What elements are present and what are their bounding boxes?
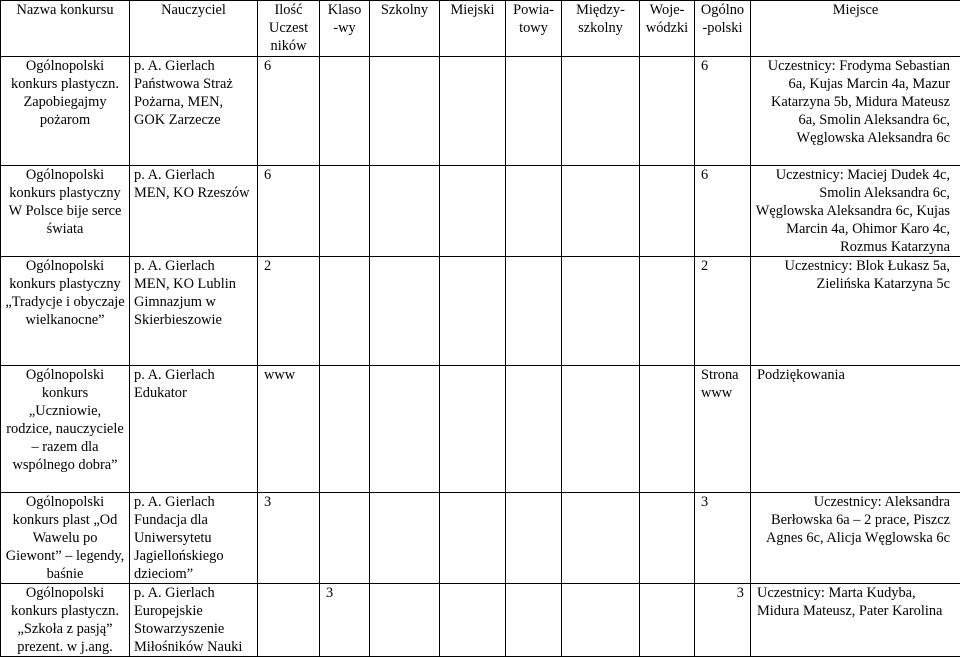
header-voivodeship: Woje- wódzki [640, 1, 695, 57]
voivodeship-cell [640, 584, 695, 657]
interschool-cell [562, 366, 640, 493]
city-cell [440, 166, 506, 257]
school-cell [370, 166, 440, 257]
voivodeship-cell [640, 166, 695, 257]
header-national: Ogólno -polski [695, 1, 751, 57]
place-cell: Uczestnicy: Frodyma Sebastian 6a, Kujas Marcin 4a, Mazur Katarzyna 5b, Midura Mateusz 6a, Smolin Aleksandra 6c, Węglowska Aleksandra 6c [751, 57, 960, 166]
header-participants: Ilość Uczest ników [258, 1, 320, 57]
city-cell [440, 584, 506, 657]
competition-name: Ogólnopolski konkurs plastyczn. „Szkoła z pasją” prezent. w j.ang. [1, 584, 130, 657]
city-cell [440, 366, 506, 493]
table-row [1, 584, 960, 657]
place-cell: Uczestnicy: Blok Łukasz 5a, Zielińska Katarzyna 5c [751, 257, 960, 366]
participants-cell: 2 [258, 257, 320, 366]
national-cell: 6 [695, 57, 751, 166]
teacher-cell: p. A. Gierlach Państwowa Straż Pożarna, MEN, GOK Zarzecze [130, 57, 258, 166]
teacher-cell: p. A. Gierlach Fundacja dla Uniwersytetu Jagiellońskiego dzieciom” [130, 493, 258, 584]
competition-name: Ogólnopolski konkurs plast „Od Wawelu po Giewont” – legendy, baśnie [1, 493, 130, 584]
teacher-cell: p. A. Gierlach MEN, KO Rzeszów [130, 166, 258, 257]
place-cell: Uczestnicy: Maciej Dudek 4c, Smolin Aleksandra 6c, Węglowska Aleksandra 6c, Kujas Marcin 4a, Ohimor Karo 4c, Rozmus Katarzyna [751, 166, 960, 257]
voivodeship-cell [640, 257, 695, 366]
school-cell [370, 584, 440, 657]
interschool-cell [562, 493, 640, 584]
county-cell [506, 493, 562, 584]
table-row [1, 366, 960, 493]
class-cell: 3 [320, 584, 370, 657]
class-cell [320, 57, 370, 166]
city-cell [440, 57, 506, 166]
header-city: Miejski [440, 1, 506, 57]
school-cell [370, 493, 440, 584]
city-cell [440, 257, 506, 366]
interschool-cell [562, 257, 640, 366]
place-cell: Uczestnicy: Aleksandra Berłowska 6a – 2 prace, Piszcz Agnes 6c, Alicja Węglowska 6c [751, 493, 960, 584]
county-cell [506, 166, 562, 257]
voivodeship-cell [640, 493, 695, 584]
voivodeship-cell [640, 57, 695, 166]
participants-cell: 6 [258, 166, 320, 257]
table-row [1, 57, 960, 166]
competition-name: Ogólnopolski konkurs „Uczniowie, rodzice, nauczyciele – razem dla wspólnego dobra” [1, 366, 130, 493]
header-county: Powia- towy [506, 1, 562, 57]
class-cell [320, 493, 370, 584]
participants-cell: 3 [258, 493, 320, 584]
teacher-cell: p. A. Gierlach Edukator [130, 366, 258, 493]
national-cell: 2 [695, 257, 751, 366]
interschool-cell [562, 57, 640, 166]
header-competition-name: Nazwa konkursu [1, 1, 130, 57]
header-teacher: Nauczyciel [130, 1, 258, 57]
header-school: Szkolny [370, 1, 440, 57]
voivodeship-cell [640, 366, 695, 493]
header-place: Miejsce [751, 1, 960, 57]
participants-cell: www [258, 366, 320, 493]
national-cell: 3 [695, 584, 751, 657]
place-cell: Podziękowania [751, 366, 960, 493]
place-cell: Uczestnicy: Marta Kudyba, Midura Mateusz, Pater Karolina [751, 584, 960, 657]
interschool-cell [562, 166, 640, 257]
school-cell [370, 257, 440, 366]
competition-name: Ogólnopolski konkurs plastyczny „Tradycje i obyczaje wielkanocne” [1, 257, 130, 366]
school-cell [370, 366, 440, 493]
participants-cell: 6 [258, 57, 320, 166]
county-cell [506, 366, 562, 493]
city-cell [440, 493, 506, 584]
participants-cell-empty [258, 584, 320, 657]
national-cell: Strona www [695, 366, 751, 493]
county-cell [506, 584, 562, 657]
class-cell [320, 257, 370, 366]
county-cell [506, 57, 562, 166]
table-row [1, 257, 960, 366]
table-row [1, 493, 960, 584]
county-cell [506, 257, 562, 366]
class-cell [320, 166, 370, 257]
national-cell: 3 [695, 493, 751, 584]
school-cell [370, 57, 440, 166]
header-interschool: Między- szkolny [562, 1, 640, 57]
teacher-cell: p. A. Gierlach MEN, KO Lublin Gimnazjum w Skierbieszowie [130, 257, 258, 366]
teacher-cell: p. A. Gierlach Europejskie Stowarzyszenie Miłośników Nauki [130, 584, 258, 657]
interschool-cell [562, 584, 640, 657]
competition-name: Ogólnopolski konkurs plastyczn. Zapobiegajmy pożarom [1, 57, 130, 166]
national-cell: 6 [695, 166, 751, 257]
class-cell [320, 366, 370, 493]
header-class: Klaso -wy [320, 1, 370, 57]
header-row [1, 1, 960, 57]
competition-name: Ogólnopolski konkurs plastyczny W Polsce bije serce świata [1, 166, 130, 257]
table-row [1, 166, 960, 257]
